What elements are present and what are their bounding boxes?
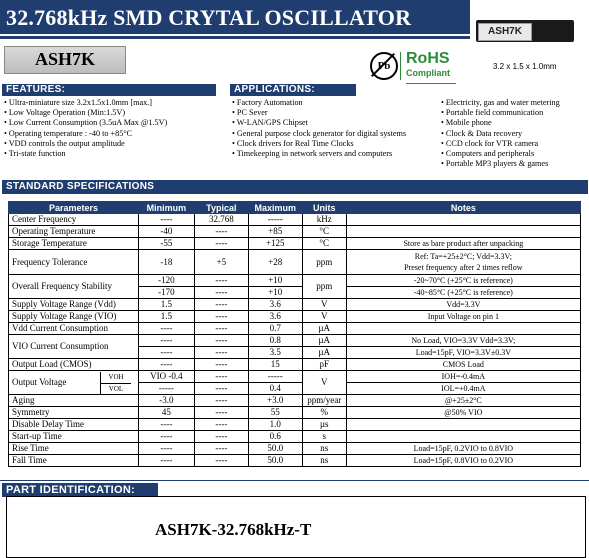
specs-heading: STANDARD SPECIFICATIONS [2,180,588,194]
note-line: Preset frequency after 2 times reflow [404,263,523,272]
cell: IOH=-0.4mA [346,371,580,383]
cell: Frequency Tolerance [9,250,139,275]
table-row [9,238,581,250]
cell: ---- [138,359,194,371]
cell [9,371,139,395]
cell: ---- [138,347,194,359]
cell: ---- [194,311,248,323]
cell: µA [302,347,346,359]
series-name: ASH7K [35,49,96,69]
list-item: • General purpose clock generator for digital systems [232,129,442,139]
cell: ---- [194,455,248,467]
col-header: Notes [346,202,580,214]
dimensions: 3.2 x 1.5 x 1.0mm [493,62,557,71]
col-header: Typical [194,202,248,214]
cell: 0.6 [248,431,302,443]
chip-body [476,20,574,42]
table-row [9,359,581,371]
cell: ---- [138,431,194,443]
list-item: • Ultra-miniature size 3.2x1.5x1.0mm [max.] [4,98,224,108]
vol-label: VOL [108,384,124,393]
cell: 50.0 [248,455,302,467]
cell: V [302,299,346,311]
list-item: • Low Voltage Operation (Min:1.5V) [4,108,224,118]
cell: 15 [248,359,302,371]
cell: Disable Delay Time [9,419,139,431]
cell: +28 [248,250,302,275]
cell: 55 [248,407,302,419]
title-underline [0,36,470,39]
chip-image [470,16,579,44]
applications-heading: APPLICATIONS: [230,84,356,96]
cell: ----- [248,371,302,383]
cell: kHz [302,214,346,226]
cell: @50% VIO [346,407,580,419]
cell [346,323,580,335]
cell: Fall Time [9,455,139,467]
applications-list-1 [232,98,442,159]
cell: ---- [194,238,248,250]
cell: +5 [194,250,248,275]
rohs-divider [400,52,401,80]
col-header: Maximum [248,202,302,214]
part-number: ASH7K-32.768kHz-T [155,520,312,539]
cell: Store as bare product after unpacking [346,238,580,250]
cell: ---- [194,275,248,287]
cell: -3.0 [138,395,194,407]
cell: pF [302,359,346,371]
list-item: • Tri-state function [4,149,224,159]
cell: ---- [194,419,248,431]
table-row [9,226,581,238]
cell: °C [302,238,346,250]
cell: s [302,431,346,443]
cell: Supply Voltage Range (VIO) [9,311,139,323]
cell: +3.0 [248,395,302,407]
cell: ---- [138,419,194,431]
table-row [9,214,581,226]
cell: 1.5 [138,299,194,311]
cell: V [302,371,346,395]
cell: ---- [194,359,248,371]
list-item: • W-LAN/GPS Chipset [232,118,442,128]
cell: CMOS Load [346,359,580,371]
cell: ---- [194,287,248,299]
cell: °C [302,226,346,238]
cell: ppm [302,275,346,299]
cell: ---- [138,335,194,347]
cell: % [302,407,346,419]
table-row [9,335,581,347]
cell: -18 [138,250,194,275]
cell: No Load, VIO=3.3V Vdd=3.3V; [346,335,580,347]
cell: Overall Frequency Stability [9,275,139,299]
cell: ---- [138,455,194,467]
cell: Input Voltage on pin 1 [346,311,580,323]
rohs-ticks [406,79,456,84]
rohs-sub: Compliant [406,68,450,78]
cell: -55 [138,238,194,250]
cell: ---- [194,335,248,347]
cell: ---- [138,214,194,226]
list-item: • PC Sever [232,108,442,118]
cell: Operating Temperature [9,226,139,238]
cell: +10 [248,287,302,299]
title-bar [0,0,589,40]
cell: +125 [248,238,302,250]
cell: ---- [194,299,248,311]
table-row [9,395,581,407]
list-item: • Portable field communication [441,108,587,118]
cell: Storage Temperature [9,238,139,250]
table-row [9,455,581,467]
cell: ---- [194,383,248,395]
cell: V [302,311,346,323]
applications-list-2 [441,98,587,169]
divider [0,480,589,481]
cell: Supply Voltage Range (Vdd) [9,299,139,311]
cell: ---- [194,371,248,383]
table-row [9,275,581,287]
voh-label: VOH [101,372,131,384]
cell: Start-up Time [9,431,139,443]
list-item: • Low Current Consumption (3.5uA Max @1.5V) [4,118,224,128]
cell: ns [302,443,346,455]
cell: Vdd Current Consumption [9,323,139,335]
page-title: 32.768kHz SMD CRYTAL OSCILLATOR [6,5,412,30]
cell: VIO -0.4 [138,371,194,383]
cell: 0.8 [248,335,302,347]
list-item: • Clock & Data recovery [441,129,587,139]
cell: VIO Current Consumption [9,335,139,359]
list-item: • Portable MP3 players & games [441,159,587,169]
cell: Load=15pF, VIO=3.3V±0.3V [346,347,580,359]
cell: Load=15pF, 0.2VIO to 0.8VIO [346,443,580,455]
cell: ---- [194,347,248,359]
cell: µs [302,419,346,431]
col-header: Units [302,202,346,214]
cell: ---- [194,226,248,238]
list-item: • Factory Automation [232,98,442,108]
col-header: Minimum [138,202,194,214]
table-row [9,431,581,443]
cell: 50.0 [248,443,302,455]
cell: +10 [248,275,302,287]
cell [346,250,580,275]
cell [346,214,580,226]
list-item: • Mobile phone [441,118,587,128]
output-voltage-label: Output Voltage [12,377,67,387]
list-item: • Operating temperature : -40 to +85°C [4,129,224,139]
list-item: • Computers and peripherals [441,149,587,159]
cell: Output Load (CMOS) [9,359,139,371]
cell: -40~85°C (+25°C is reference) [346,287,580,299]
note-line: Ref: Ta=+25±2°C; Vdd=3.3V; [414,252,512,261]
cell [346,431,580,443]
pb-free-icon [370,52,398,80]
cell: Rise Time [9,443,139,455]
list-item: • VDD controls the output amplitude [4,139,224,149]
cell: Symmetry [9,407,139,419]
cell: -20~70°C (+25°C is reference) [346,275,580,287]
cell: 3.6 [248,311,302,323]
cell: ---- [138,443,194,455]
series-badge [4,46,126,74]
spec-table [8,201,581,467]
table-row [9,443,581,455]
cell: 0.7 [248,323,302,335]
cell: ns [302,455,346,467]
cell: ---- [138,323,194,335]
cell [346,226,580,238]
rohs-label: RoHS [406,50,450,67]
cell: IOL=+0.4mA [346,383,580,395]
table-row [9,419,581,431]
cell: Vdd=3.3V [346,299,580,311]
list-item: • Electricity, gas and water metering [441,98,587,108]
cell: µA [302,335,346,347]
cell: 0.4 [248,383,302,395]
cell: Load=15pF, 0.8VIO to 0.2VIO [346,455,580,467]
cell: ppm/year [302,395,346,407]
features-list [4,98,224,159]
cell: 3.6 [248,299,302,311]
cell: ---- [194,407,248,419]
table-row [9,250,581,275]
cell: ---- [194,443,248,455]
cell: ppm [302,250,346,275]
table-row [9,311,581,323]
col-header: Parameters [9,202,139,214]
cell: ----- [138,383,194,395]
cell: -170 [138,287,194,299]
table-row [9,371,581,383]
cell: ---- [194,395,248,407]
cell: +85 [248,226,302,238]
cell: 1.0 [248,419,302,431]
cell: -40 [138,226,194,238]
list-item: • Timekeeping in network servers and computers [232,149,442,159]
cell: Aging [9,395,139,407]
cell: ---- [194,431,248,443]
cell: 45 [138,407,194,419]
table-row [9,407,581,419]
list-item: • Clock drivers for Real Time Clocks [232,139,442,149]
part-id-heading: PART IDENTIFICATION: [2,483,158,497]
list-item: • CCD clock for VTR camera [441,139,587,149]
table-row [9,323,581,335]
cell: 3.5 [248,347,302,359]
table-header-row [9,202,581,214]
cell: Center Frequency [9,214,139,226]
chip-label: ASH7K [478,23,532,41]
cell: @+25±2°C [346,395,580,407]
cell: ----- [248,214,302,226]
features-heading: FEATURES: [2,84,216,96]
cell [346,419,580,431]
vo-sublabels [100,372,131,394]
cell: -120 [138,275,194,287]
cell: ---- [194,323,248,335]
pb-text: Pb [377,60,391,72]
cell: 1.5 [138,311,194,323]
table-row [9,299,581,311]
cell: 32.768 [194,214,248,226]
cell: µA [302,323,346,335]
